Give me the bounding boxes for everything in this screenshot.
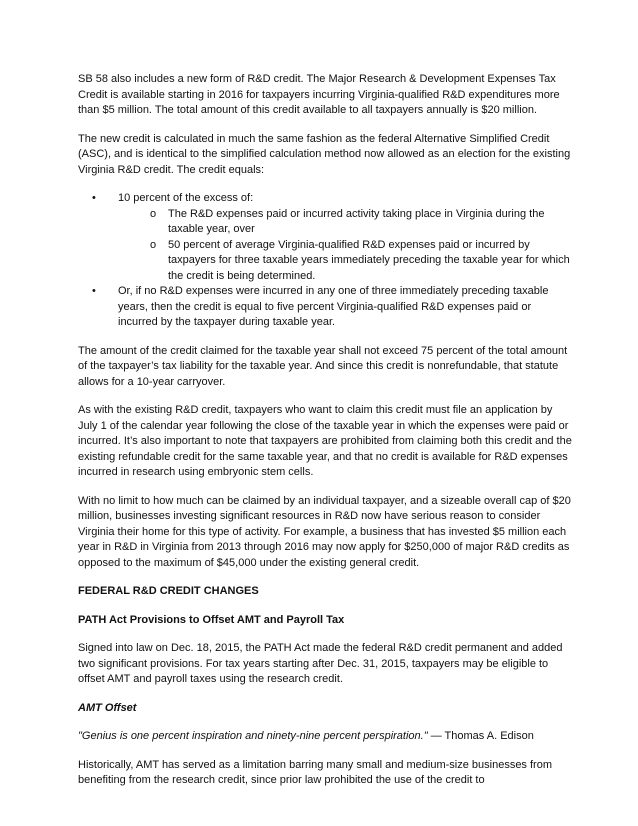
paragraph-major-rd-credit: SB 58 also includes a new form of R&D credit. The Major Research & Development Expenses Tax Credit is available starting in 2016 for taxpayers incurring Virginia-qualified R&D expenditures more than $5 million. The total amount of this credit available to all taxpayers annually is $20 million. <box>78 73 560 116</box>
paragraph-amt-history: Historically, AMT has served as a limitation barring many small and medium-size businesses from benefiting from the research credit, since prior law prohibited the use of the credit to <box>78 758 552 786</box>
quote-attribution: — Thomas A. Edison <box>427 730 534 742</box>
subsection-heading-path-act: PATH Act Provisions to Offset AMT and Payroll Tax <box>78 613 345 626</box>
bullet-icon: • <box>92 192 96 204</box>
sub-bullet-list <box>118 207 572 285</box>
paragraph-path-act: Signed into law on Dec. 18, 2015, the PATH Act made the federal R&D credit permanent and added two significant provisions. For tax years starting after Dec. 31, 2015, taxpayers may be eligible to offset AMT and payroll taxes using the research credit. <box>78 642 563 685</box>
document-page <box>78 72 572 802</box>
sub-bullet-text: The R&D expenses paid or incurred activity taking place in Virginia during the taxable year, over <box>168 207 545 235</box>
quote-text: "Genius is one percent inspiration and ninety-nine percent perspiration." <box>78 730 428 742</box>
list-item <box>146 207 572 238</box>
subsection-heading-amt-offset: AMT Offset <box>78 701 137 714</box>
section-heading-federal: FEDERAL R&D CREDIT CHANGES <box>78 585 259 597</box>
bullet-icon: • <box>92 285 96 297</box>
credit-bullet-list <box>78 191 572 331</box>
sub-bullet-text: 50 percent of average Virginia-qualified R&D expenses paid or incurred by taxpayers for three taxable years immediately preceding the taxable year for which the credit is being determined. <box>168 238 570 282</box>
quote-line <box>78 729 572 745</box>
bullet-text: Or, if no R&D expenses were incurred in any one of three immediately preceding taxable years, then the credit is equal to five percent Virginia-qualified R&D expenses paid or incurred by the taxpayer during taxable year. <box>118 285 549 328</box>
paragraph-example: With no limit to how much can be claimed by an individual taxpayer, and a sizeable overall cap of $20 million, businesses investing significant resources in R&D now have serious reason to consider Virginia their home for this type of activity. For example, a business that has invested $5 million each year in R&D in Virginia from 2013 through 2016 may now apply for $250,000 of major R&D credits as opposed to the maximum of $45,000 under the existing general credit. <box>78 494 571 569</box>
circle-bullet-icon: o <box>150 238 157 251</box>
list-item <box>146 238 572 285</box>
paragraph-credit-limit: The amount of the credit claimed for the taxable year shall not exceed 75 percent of the total amount of the taxpayer’s tax liability for the taxable year. And since this credit is nonrefundable, that statute allows for a 10-year carryover. <box>78 344 568 388</box>
list-item <box>88 191 572 284</box>
paragraph-application: As with the existing R&D credit, taxpayers who want to claim this credit must file an application by July 1 of the calendar year following the close of the taxable year in which the expenses were paid or incurred. It’s also important to note that taxpayers are prohibited from claiming both this credit and the existing refundable credit for the same taxable year, and that no credit is available for R&D expenses incurred in research using embryonic stem cells. <box>78 404 572 478</box>
paragraph-credit-calculation: The new credit is calculated in much the same fashion as the federal Alternative Simplified Credit (ASC), and is identical to the simplified calculation method now allowed as an election for the existing Virginia R&D credit. The credit equals: <box>78 132 571 176</box>
bullet-text: 10 percent of the excess of: <box>118 192 254 204</box>
list-item <box>88 284 572 331</box>
circle-bullet-icon: o <box>150 207 157 220</box>
